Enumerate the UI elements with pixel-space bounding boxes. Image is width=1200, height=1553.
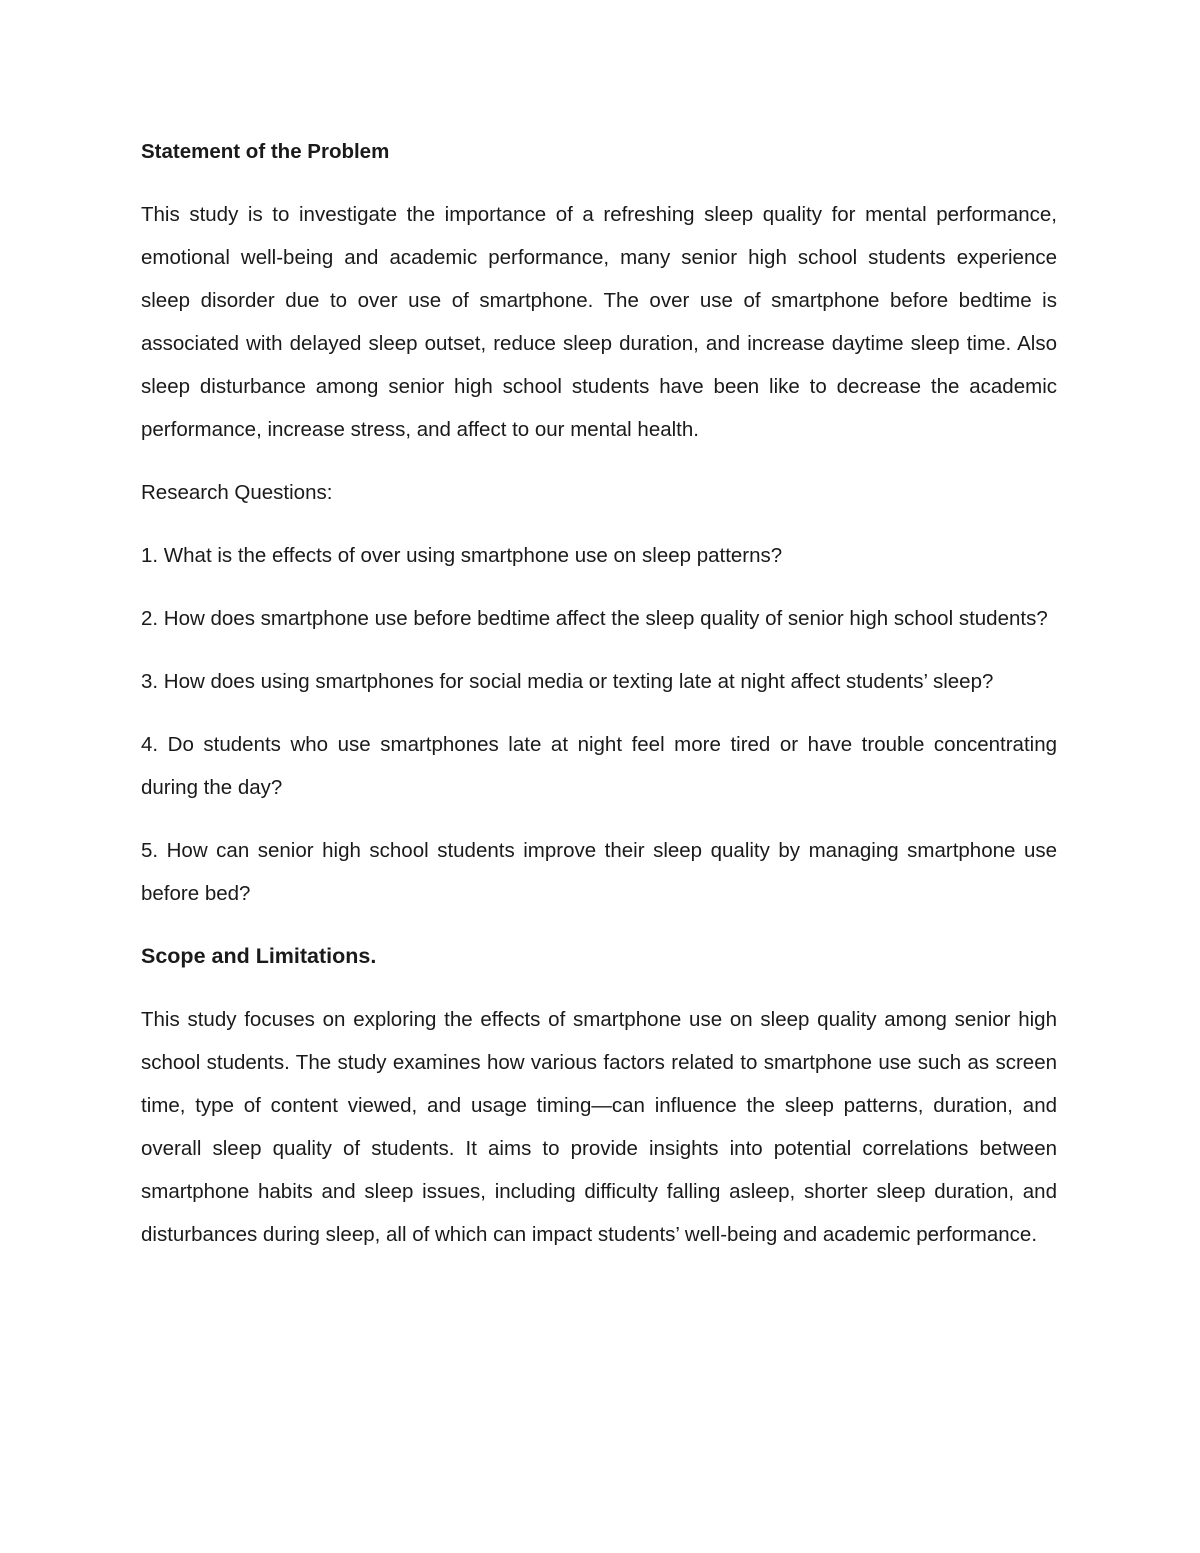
document-page [141,130,1057,1276]
research-questions-label: Research Questions: [141,481,333,504]
scope-heading: Scope and Limitations. [141,944,377,968]
scope-paragraph: This study focuses on exploring the effects of smartphone use on sleep quality among senior high school students. The study examines how various factors related to smartphone use such as screen time, type of content viewed, and usage timing—can influence the sleep patterns, duration, and overall sleep quality of students. It aims to provide insights into potential correlations between smartphone habits and sleep issues, including difficulty falling asleep, shorter sleep duration, and disturbances during sleep, all of which can impact students’ well-being and academic performance. [141,1008,1057,1246]
research-question-1: 1. What is the effects of over using smartphone use on sleep patterns? [141,544,783,567]
research-question-2: 2. How does smartphone use before bedtime affect the sleep quality of senior high school students? [141,607,1048,630]
research-question-4: 4. Do students who use smartphones late at night feel more tired or have trouble concentrating during the day? [141,733,1057,799]
research-question-5: 5. How can senior high school students improve their sleep quality by managing smartphone use before bed? [141,839,1057,905]
research-question-3: 3. How does using smartphones for social media or texting late at night affect students’ sleep? [141,670,994,693]
statement-heading: Statement of the Problem [141,140,390,163]
statement-paragraph: This study is to investigate the importance of a refreshing sleep quality for mental performance, emotional well-being and academic performance, many senior high school students experience sleep disorder due to over use of smartphone. The over use of smartphone before bedtime is associated with delayed sleep outset, reduce sleep duration, and increase daytime sleep time. Also sleep disturbance among senior high school students have been like to decrease the academic performance, increase stress, and affect to our mental health. [141,203,1057,441]
